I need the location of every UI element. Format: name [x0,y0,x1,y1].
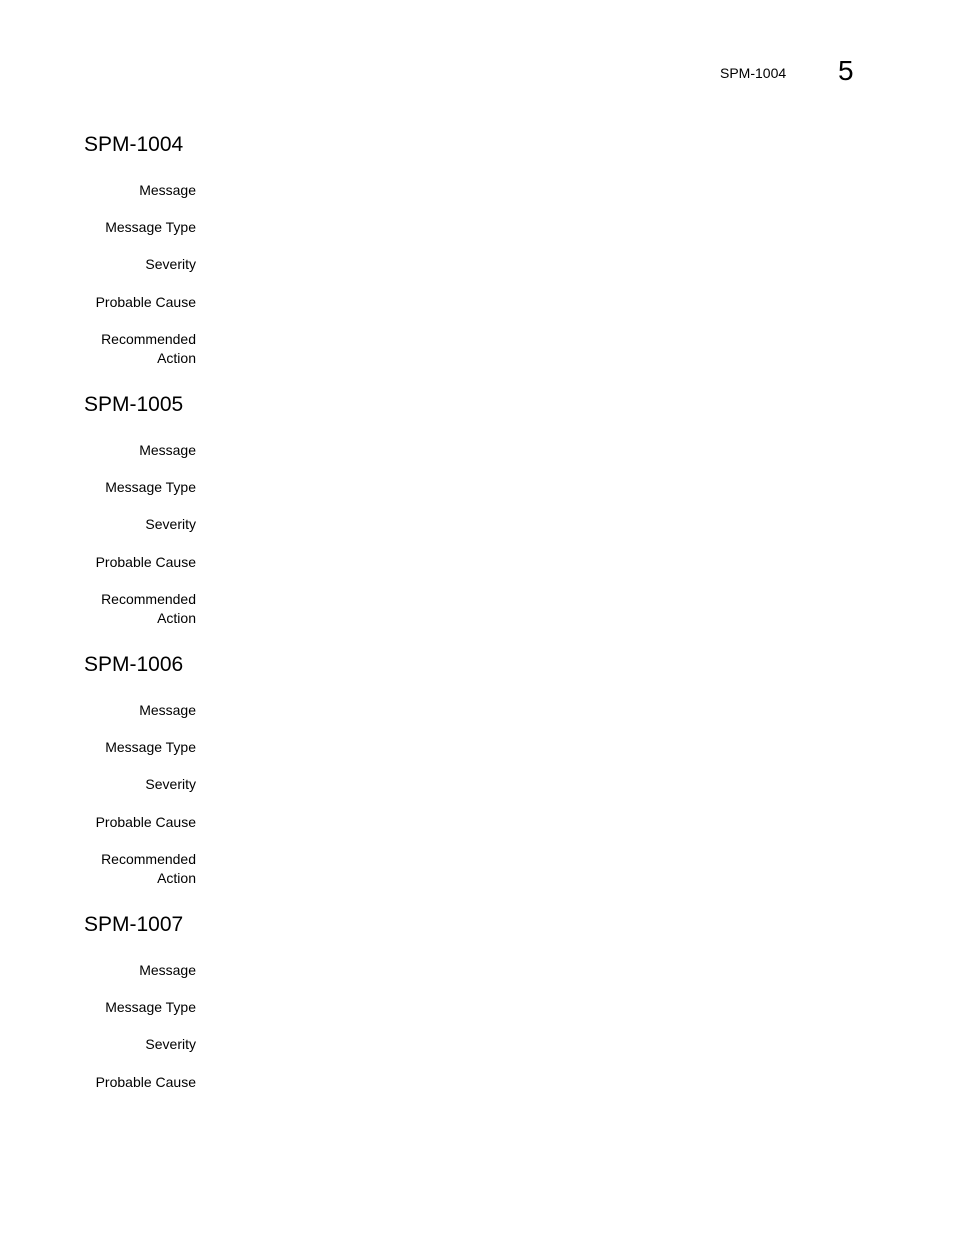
recommended-action-label [36,850,196,888]
chapter-number: 5 [838,55,854,86]
severity-label: Severity [145,516,196,532]
probable-cause-label: Probable Cause [95,294,196,310]
probable-cause-label: Probable Cause [95,814,196,830]
message-type-label: Message Type [105,479,196,495]
recommended-action-label-line1: Recommended [101,591,196,607]
message-type-label: Message Type [105,219,196,235]
message-type-label: Message Type [105,739,196,755]
message-label: Message [139,962,196,978]
running-title: SPM-1004 [720,65,787,81]
recommended-action-label [36,330,196,368]
recommended-action-label [36,590,196,628]
message-label: Message [139,182,196,198]
severity-label: Severity [145,776,196,792]
severity-label: Severity [145,1036,196,1052]
entry-heading: SPM-1004 [84,133,184,156]
entry-heading: SPM-1006 [84,653,184,676]
recommended-action-label-line1: Recommended [101,851,196,867]
running-header [0,0,954,100]
probable-cause-label: Probable Cause [95,554,196,570]
severity-label: Severity [145,256,196,272]
entry-heading: SPM-1007 [84,913,184,936]
message-label: Message [139,442,196,458]
entry-heading: SPM-1005 [84,393,184,416]
probable-cause-label: Probable Cause [95,1074,196,1090]
message-label: Message [139,702,196,718]
recommended-action-label-line1: Recommended [101,331,196,347]
recommended-action-label-line2: Action [157,350,196,366]
message-type-label: Message Type [105,999,196,1015]
recommended-action-label-line2: Action [157,870,196,886]
recommended-action-label-line2: Action [157,610,196,626]
